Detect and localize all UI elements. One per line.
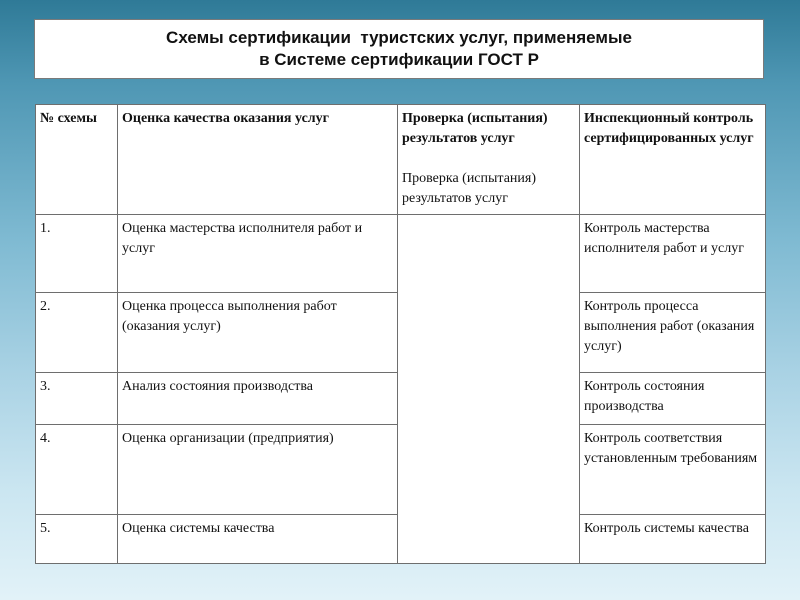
merged-results-check-text: Проверка (испытания) результатов услуг <box>402 171 537 206</box>
header-inspection-control: Инспекционный контроль сертифицированных услуг <box>580 105 766 215</box>
row-number: 3. <box>36 373 118 425</box>
row-control: Контроль соответствия установленным требованиям <box>580 425 766 515</box>
row-number: 5. <box>36 515 118 564</box>
merged-results-check-cell <box>398 171 580 564</box>
title-line-2: в Системе сертификации ГОСТ Р <box>259 50 539 69</box>
row-assessment: Оценка организации (предприятия) <box>118 425 398 515</box>
row-number: 4. <box>36 425 118 515</box>
row-assessment: Оценка процесса выполнения работ (оказания услуг) <box>118 293 398 373</box>
slide-title-box <box>34 19 764 79</box>
title-line-1: Схемы сертификации туристских услуг, применяемые <box>166 28 632 47</box>
row-number: 1. <box>36 215 118 293</box>
header-quality-assessment: Оценка качества оказания услуг <box>118 105 398 215</box>
header-results-check: Проверка (испытания) результатов услуг <box>398 105 580 215</box>
row-control: Контроль состояния производства <box>580 373 766 425</box>
table-row <box>36 215 766 293</box>
row-assessment: Оценка мастерства исполнителя работ и услуг <box>118 215 398 293</box>
row-control: Контроль процесса выполнения работ (оказания услуг) <box>580 293 766 373</box>
row-control: Контроль системы качества <box>580 515 766 564</box>
row-control: Контроль мастерства исполнителя работ и услуг <box>580 215 766 293</box>
certification-schemes-table <box>35 104 766 564</box>
row-number: 2. <box>36 293 118 373</box>
row-assessment: Анализ состояния производства <box>118 373 398 425</box>
header-scheme-number: № схемы <box>36 105 118 215</box>
row-assessment: Оценка системы качества <box>118 515 398 564</box>
table-header-row <box>36 105 766 215</box>
